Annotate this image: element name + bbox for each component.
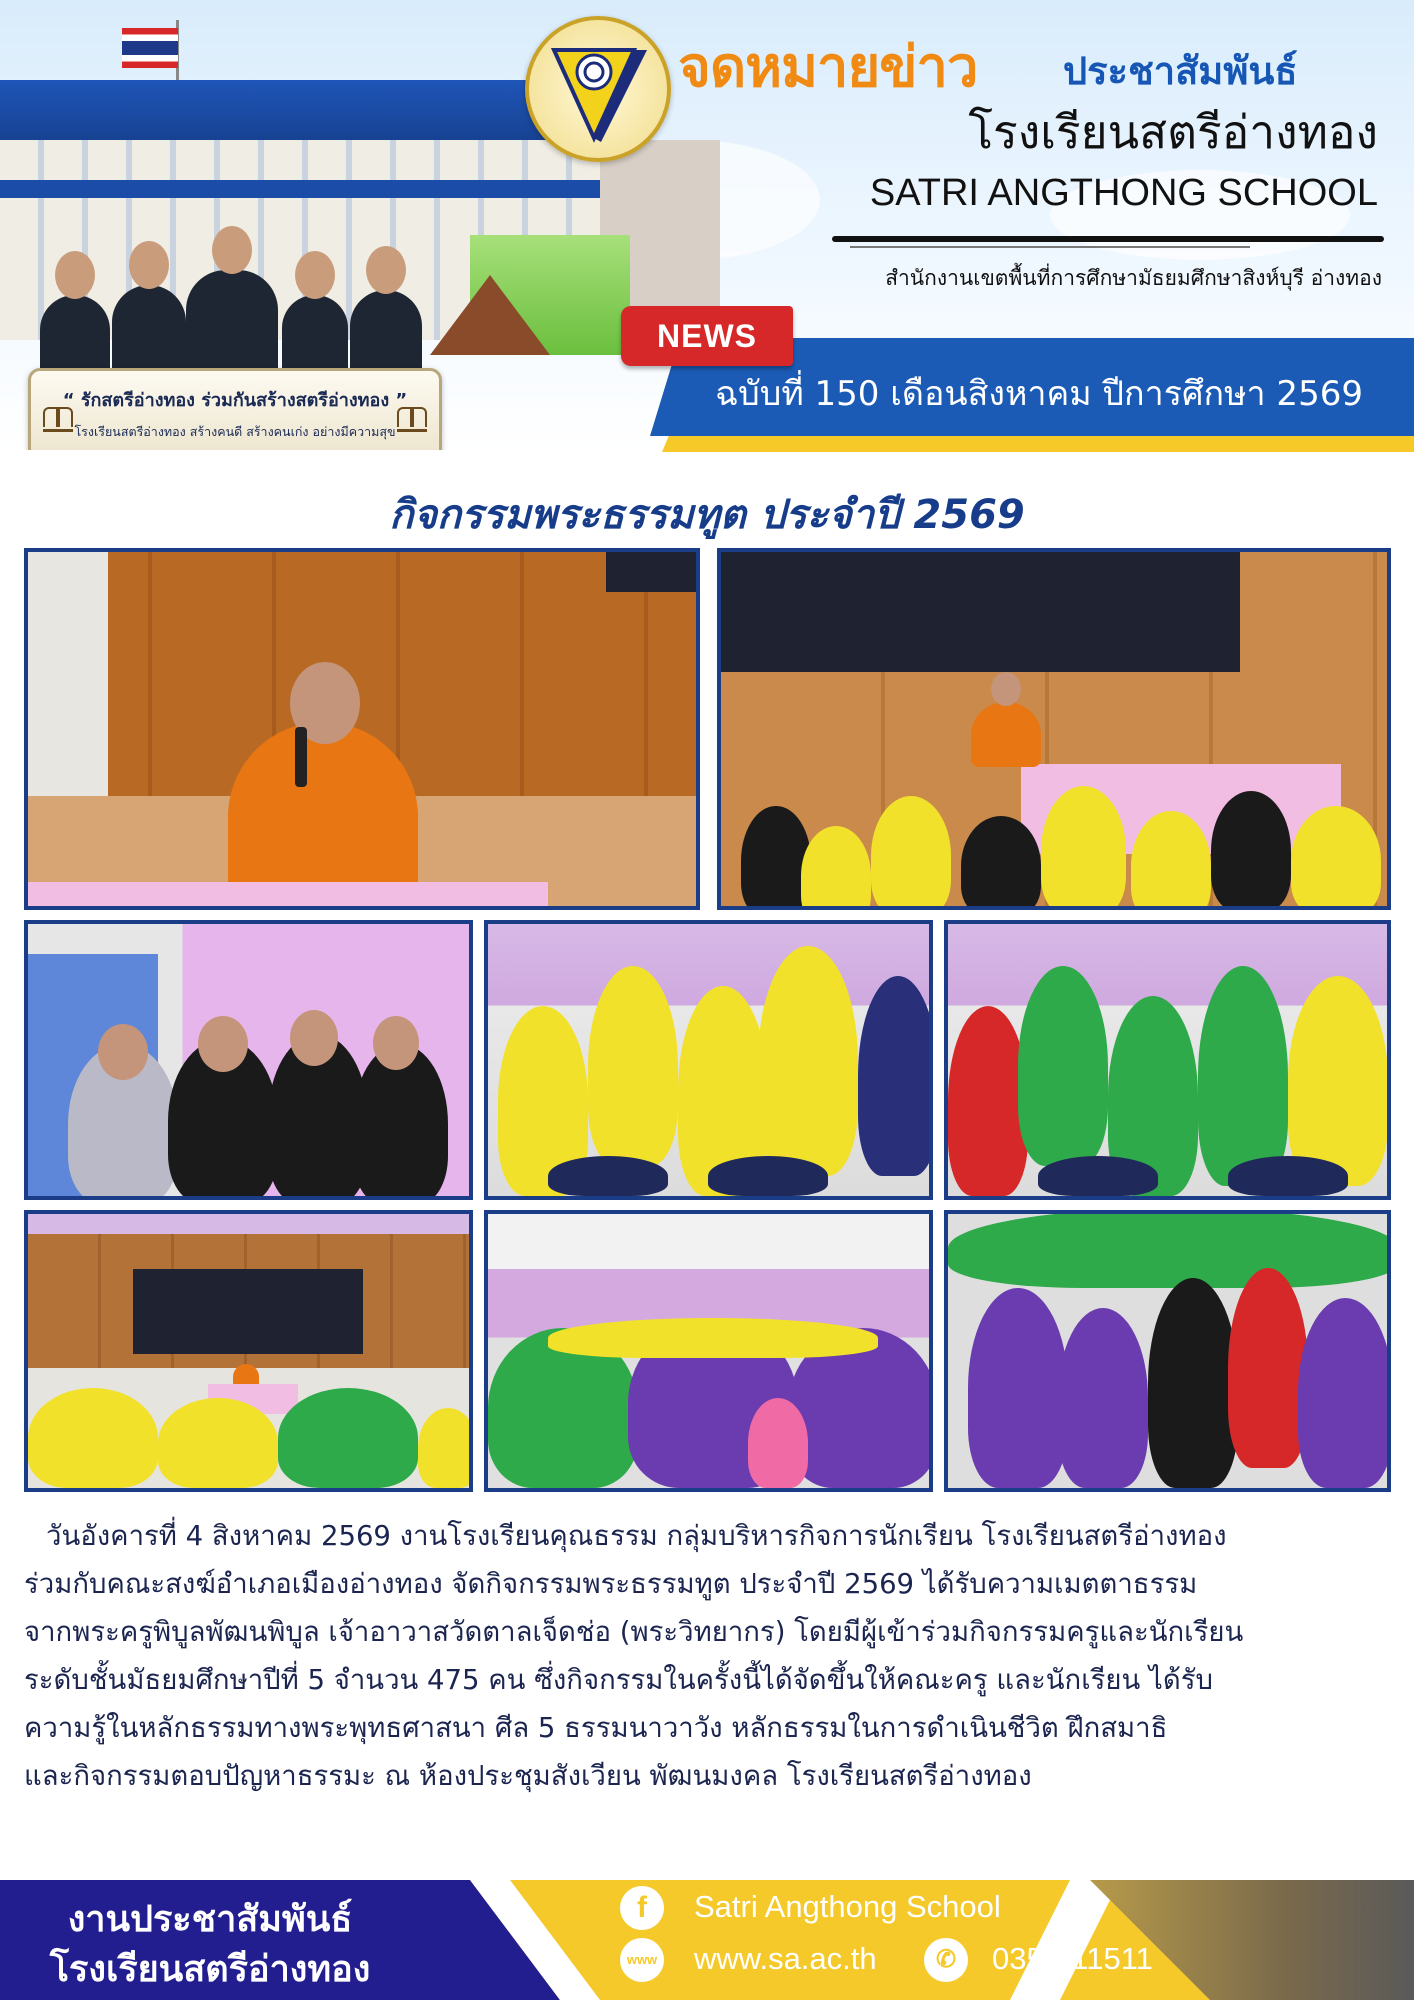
- book-icon: [397, 407, 427, 432]
- motto-line2: โรงเรียนสตรีอ่างทอง สร้างคนดี สร้างคนเก่ง อย่างมีความสุข: [74, 424, 396, 439]
- article-line: และกิจกรรมตอบปัญหาธรรมะ ณ ห้องประชุมสังเวียน พัฒนมงคล โรงเรียนสตรีอ่างทอง: [24, 1760, 1032, 1792]
- phone-number[interactable]: 035-611511: [992, 1941, 1153, 1976]
- article-line: จากพระครูพิบูลพัฒนพิบูล เจ้าอาวาสวัดตาลเจ็ดช่อ (พระวิทยากร) โดยมีผู้เข้าร่วมกิจกรรมครูและนักเรียน: [24, 1616, 1244, 1648]
- motto-line1: “ รักสตรีอ่างทอง ร่วมกันสร้างสตรีอ่างทอง ”: [62, 390, 408, 411]
- news-badge: NEWS: [621, 306, 793, 366]
- divider: [832, 236, 1384, 242]
- footer-pr-school: โรงเรียนสตรีอ่างทอง: [49, 1949, 371, 1990]
- activity-photo-teachers: [24, 920, 473, 1200]
- article-line: ความรู้ในหลักธรรมทางพระพุทธศาสนา ศีล 5 ธรรมนาวาวัง หลักธรรมในการดำเนินชีวิต ฝึกสมาธิ: [24, 1712, 1168, 1744]
- article-line: วันอังคารที่ 4 สิงหาคม 2569 งานโรงเรียนคุณธรรม กลุ่มบริหารกิจการนักเรียน โรงเรียนสตรีอ่างทอง: [46, 1520, 1227, 1552]
- web-icon[interactable]: www: [620, 1938, 664, 1982]
- newsletter-title-sub: ประชาสัมพันธ์: [1063, 49, 1298, 93]
- book-icon: [43, 407, 73, 432]
- education-office: สำนักงานเขตพื้นที่การศึกษามัธยมศึกษาสิงห์บุรี อ่างทอง: [885, 266, 1382, 290]
- activity-title: กิจกรรมพระธรรมทูต ประจำปี 2569: [389, 492, 1025, 538]
- activity-photo-stage: [24, 1210, 473, 1492]
- school-name-thai: โรงเรียนสตรีอ่างทอง: [968, 105, 1378, 159]
- newsletter-title: จดหมายข่าว: [678, 35, 978, 100]
- activity-photo-monk-speaking: [24, 548, 700, 910]
- article-body: [24, 1512, 1394, 1800]
- activity-photo-green-shirts: [944, 920, 1391, 1200]
- website-link[interactable]: www.sa.ac.th: [694, 1941, 877, 1976]
- motto-box: [28, 368, 442, 450]
- article-line: ร่วมกับคณะสงฆ์อำเภอเมืองอ่างทอง จัดกิจกรรมพระธรรมทูต ประจำปี 2569 ได้รับความเมตตาธรรม: [24, 1568, 1198, 1600]
- divider: [850, 246, 1250, 248]
- article-line: ระดับชั้นมัธยมศึกษาปีที่ 5 จำนวน 475 คน ซึ่งกิจกรรมในครั้งนี้ได้จัดขึ้นให้คณะครู และนักเรียน ได้รับ: [24, 1664, 1213, 1696]
- activity-photo-hall-wide: [717, 548, 1391, 910]
- facebook-icon[interactable]: f: [620, 1886, 664, 1930]
- activity-photo-purple-shirts: [944, 1210, 1391, 1492]
- footer-pr-title: งานประชาสัมพันธ์: [67, 1899, 353, 1940]
- issue-number: ฉบับที่ 150 เดือนสิงหาคม ปีการศึกษา 2569: [715, 374, 1363, 414]
- facebook-link[interactable]: Satri Angthong School: [694, 1889, 1001, 1924]
- school-logo-icon: [525, 16, 671, 162]
- school-name-english: SATRI ANGTHONG SCHOOL: [869, 172, 1378, 214]
- phone-icon[interactable]: ✆: [924, 1938, 968, 1982]
- activity-photo-students-praying: [484, 920, 933, 1200]
- activity-photo-auditorium: [484, 1210, 933, 1492]
